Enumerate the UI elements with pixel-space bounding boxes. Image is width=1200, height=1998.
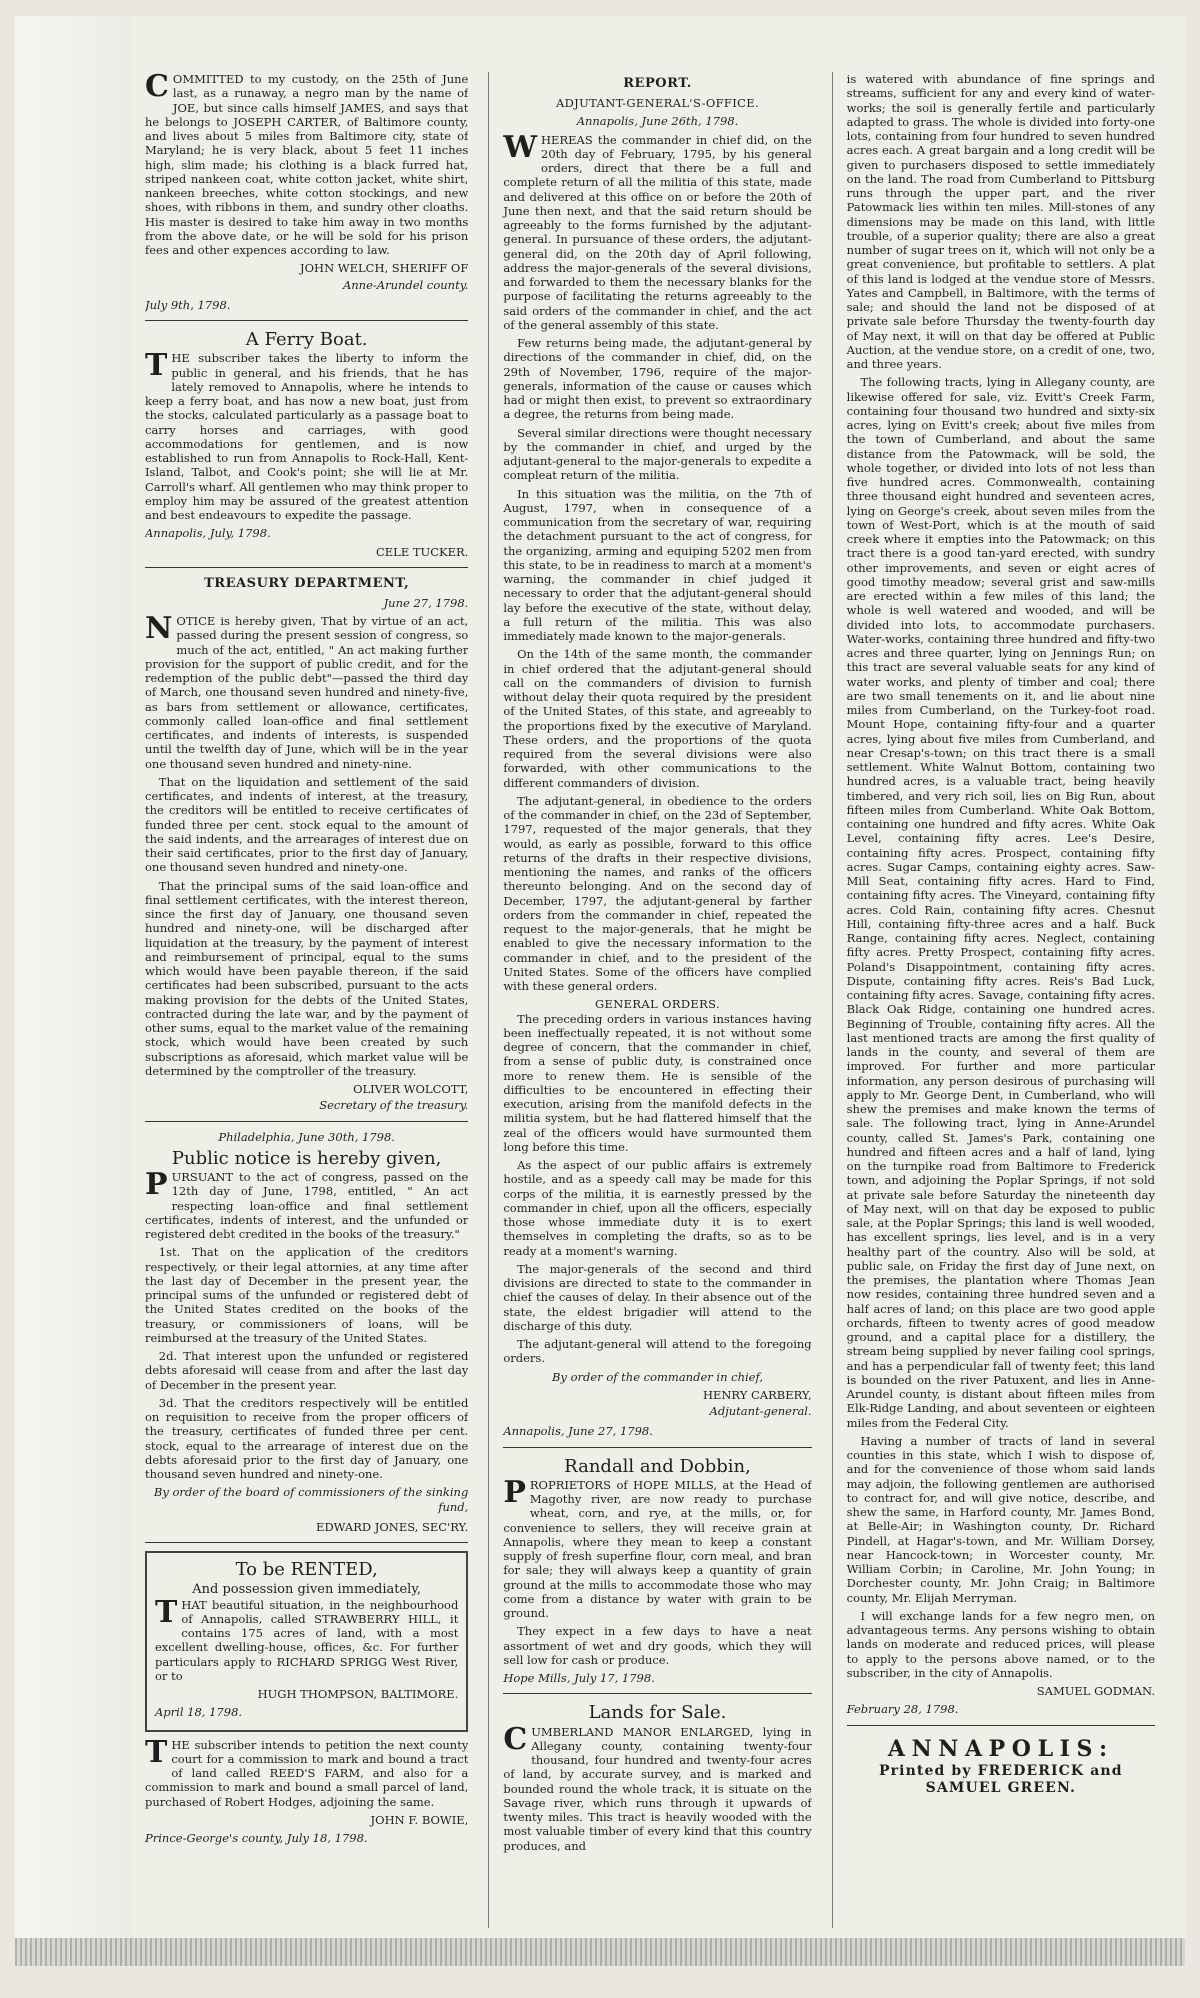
divider: [145, 1121, 468, 1122]
report-paragraph: The preceding orders in various instances having been ineffectually repeated, it is not without some degree of concern, that the commander in chief, from a sense of public duty, is constrained once more to renew them. He is sensible of the difficulties to be encountered in effecting their execution, arising from the manifold defects in the militia system, but he had flattered himself that the zeal of the officers would have surmounted them long before this time.: [503, 1011, 812, 1154]
public-notice-paragraph: 2d. That interest upon the unfunded or registered debts aforesaid will cease from and after the last day of December in the present year.: [145, 1349, 469, 1392]
rented-signer: HUGH THOMPSON, BALTIMORE.: [257, 1687, 459, 1702]
runaway-text: COMMITTED to my custody, on the 25th of June last, as a runaway, a negro man by the name of JOE, but since calls himself JAMES, and says that he belongs to JOSEPH CARTER, of Baltimore county, and lives about 5 miles from Baltimore city, state of Maryland; he is very black, about 5 feet 11 inches high, slim made; his clothing is a black furred hat, striped nankeen coat, white cotton jacket, white shirt, nankeen breeches, white cotton stockings, and new shoes, with ribbons in them, and sundry other cloaths. His master is desired to take him away in two months from the above date, or he will be sold for his prison fees and other expences according to law.: [145, 72, 469, 257]
report-paragraph: Few returns being made, the adjutant-general by directions of the commander in chief, did, on the 29th of November, 1796, require of the major-generals, information of the cause or causes which had or might then exist, to prevent so extraordinary a degree, the returns from being made.: [503, 336, 812, 422]
divider: [503, 1447, 811, 1448]
treasury-title: TREASURY DEPARTMENT,: [204, 575, 410, 591]
report-paragraph: On the 14th of the same month, the commander in chief ordered that the adjutant-general should call on the commanders of division to furnish without delay their quota required by the president of the United States, of this state, and agreeably to the proportions fixed by the executive of Maryland. These orders, and the proportions of the quota required from the several divisions were also forwarded, with other communications to the different commanders of division.: [503, 647, 812, 790]
imprint-city: ANNAPOLIS:: [887, 1735, 1114, 1762]
randall-notice: [503, 1456, 811, 1686]
report-order: By order of the commander in chief,: [551, 1369, 763, 1384]
report-office: ADJUTANT-GENERAL'S-OFFICE.: [555, 96, 760, 111]
rented-title: To be RENTED,: [235, 1559, 378, 1581]
public-notice-paragraph: 1st. That on the application of the creditors respectively, or their legal attornies, at any time after the last day of December in the present year, the principal sums of the unfunded or registered debt of the United States credited on the books of the treasury, or commissioners of loans, will be reimbursed at the treasury of the United States.: [145, 1245, 469, 1345]
lands-date: February 28, 1798.: [846, 1702, 959, 1717]
newspaper-page: [15, 16, 1185, 1966]
report-signer: HENRY CARBERY,: [702, 1387, 812, 1402]
column-middle: [488, 72, 811, 1928]
lands-signer: SAMUEL GODMAN.: [1036, 1684, 1155, 1698]
ferry-text: THE subscriber takes the liberty to inform the public in general, and his friends, that he has lately removed to Annapolis, where he intends to keep a ferry boat, and has now a new boat, just from the stocks, calculated particularly as a passage boat to carry horses and carriages, with good accommodations for gentlemen, and is now established to run from Annapolis to Rock-Hall, Kent-Island, Talbot, and Cook's point; she will lie at Mr. Carroll's wharf. All gentlemen who may think proper to employ him may be assured of the greatest attention and best endeavours to expedite the passage.: [145, 348, 469, 523]
report-paragraph: The adjutant-general will attend to the foregoing orders.: [503, 1337, 812, 1366]
lands-paragraph: Having a number of tracts of land in several counties in this state, which I wish to dispose of, and for the convenience of those whom said lands may adjoin, the following gentlemen are authorised to contract for, and will give notice, describe, and shew the same, in Harford county, Mr. James Bond, at Belle-Air; in Washington county, Dr. Richard Pindell, at Hagar's-town, and Mr. William Dorsey, near Hancock-town; in Worcester county, Mr. William Corbin; in Caroline, Mr. John Young; in Dorchester county, Mr. John Craig; in Baltimore county, Mr. Elijah Merryman.: [846, 1433, 1155, 1605]
lands-paragraph: I will exchange lands for a few negro men, on advantageous terms. Any persons wishing to obtain lands on moderate and reduced prices, will please to apply to the persons above named, or to the subscriber, in the city of Annapolis.: [846, 1608, 1155, 1680]
treasury-signer-title: Secretary of the treasury.: [319, 1098, 469, 1113]
column-left: [145, 72, 468, 1928]
ferry-notice: [145, 329, 468, 559]
divider: [847, 1725, 1155, 1726]
ferry-title: A Ferry Boat.: [245, 329, 368, 350]
divider: [503, 1693, 811, 1694]
bowie-date: Prince-George's county, July 18, 1798.: [145, 1831, 368, 1846]
rented-date: April 18, 1798.: [155, 1705, 243, 1720]
public-notice: [145, 1130, 468, 1535]
column-right: [832, 72, 1155, 1928]
public-notice-order: By order of the board of commissioners of the sinking fund,: [153, 1485, 469, 1514]
report-paragraph: As the aspect of our public affairs is extremely hostile, and as a speedy call may be made for this corps of the militia, it is earnestly pressed by the commander in chief, upon all the officers, especially those whose immediate duty it is to exert themselves in completing the drafts, so as to be ready at a moment's warning.: [503, 1158, 812, 1258]
report-date: Annapolis, June 27, 1798.: [503, 1424, 653, 1439]
printer-imprint: [847, 1736, 1155, 1798]
bowie-text: THE subscriber intends to petition the next county court for a commission to mark and bound a tract of land called REED'S FARM, and also for a commission to mark and bound a small parcel of land, purchased of Robert Hodges, adjoining the same.: [145, 1734, 469, 1809]
report-paragraph: Several similar directions were thought necessary by the commander in chief, and urged by the adjutant-general to the major-generals to expedite a compleat return of the militia.: [503, 425, 812, 483]
lands-paragraph: The following tracts, lying in Allegany county, are likewise offered for sale, viz. Evitt's Creek Farm, containing four thousand two hundred and sixty-six acres, lying on Evitt's creek; about five miles from the town of Cumberland, and about the same distance from the Patowmack, will be sold, the whole together, or divided into lots of not less than five hundred acres. Commonwealth, containing three thousand eight hundred and seventeen acres, lying on George's creek, about seven miles from the town of West-Port, which is at the mouth of said creek where it empties into the Patowmack; on this tract there is a good tan-yard erected, with sundry other improvements, and seven or eight acres of good timothy meadow; several grist and saw-mills are erected within a few miles of this land; the whole is well watered and wooded, and will be divided into lots, to accommodate purchasers. Water-works, containing three hundred and fifty-two acres and three quarter, lying on Jennings Run; on this tract are several valuable seats for any kind of water works, and plenty of timber and coal; there are two small tenements on it, and lie about nine miles from Cumberland, on the Turkey-foot road. Mount Hope, containing fifty-four and a quarter acres, lying about five miles from Cumberland, and near Cresap's-town; on this tract there is a small settlement. White Walnut Bottom, containing two hundred acres, is a valuable tract, being heavily timbered, and very rich soil, lies on Big Run, about fifteen miles from Cumberland. White Oak Bottom, containing one hundred and fifty acres. White Oak Level, containing fifty acres. Lee's Desire, containing fifty acres. Prospect, containing fifty acres. Sugar Camps, containing eighty acres. Saw-Mill Seat, containing fifty acres. Hard to Find, containing fifty acres. The Vineyard, containing fifty acres. Cold Rain, containing fifty acres. Chesnut Hill, containing fifty-three acres and a half. Buck Range, containing fifty acres. Neglect, containing fifty acres. Pretty Prospect, containing fifty acres. Poland's Disappointment, containing fifty acres. Dispute, containing fifty acres. Reis's Bad Luck, containing fifty acres. Savage, containing fifty acres. Black Oak Ridge, containing one hundred acres. Beginning of Trouble, containing fifty acres. All the last mentioned tracts are among the first quality of lands in the county, and several of them are improved. For further and more particular information, any person desirous of purchasing will apply to Mr. George Dent, in Cumberland, who will shew the premises and make known the terms of sale. The following tract, lying in Anne-Arundel county, called St. James's Park, containing one hundred and fifteen acres and a half of land, lying on the turnpike road from Baltimore to Frederick town, and adjoining the Poplar Springs, if not sold at private sale before Saturday the nineteenth day of May next, will on that day be exposed to public sale, at the Poplar Springs; this land is well wooded, has excellent springs, lies level, and is in a very healthy part of the country. Also will be sold, at public sale, on Friday the first day of June next, on the premises, the plantation where Thomas Jean now resides, containing three hundred seven and a half acres of land; on this place are two good apple orchards, fifteen to twenty acres of good meadow ground, and a capital place for a distillery, the stream being supplied by never failing cool springs, and has a perpendicular fall of twenty feet; this land is bounded on the river Patuxent, and lies in Anne-Arundel county, is distant about fifteen miles from Elk-Ridge Landing, and about seventeen or eighteen miles from the Federal City.: [846, 375, 1155, 1430]
lands-continued: [847, 72, 1155, 1717]
treasury-notice: [145, 576, 468, 1113]
public-notice-signer: EDWARD JONES, SEC'RY.: [316, 1519, 469, 1534]
runaway-date: July 9th, 1798.: [145, 297, 231, 312]
public-notice-paragraph: PURSUANT to the act of congress, passed on the 12th day of June, 1798, entitled, " An act respecting loan-office and final settlement certificates, indents of interest, and the unfunded or registered debt credited in the books of the treasury.": [145, 1167, 469, 1242]
public-notice-title: Public notice is hereby given,: [171, 1147, 442, 1169]
general-orders-title: GENERAL ORDERS.: [595, 997, 720, 1012]
randall-date: Hope Mills, July 17, 1798.: [503, 1671, 655, 1686]
treasury-paragraph: NOTICE is hereby given, That by virtue of an act, passed during the present session of congress, so much of the act, entitled, " An act making further provision for the support of public credit, and for the redemption of the public debt"—passed the third day of March, one thousand seven hundred and ninety-five, as bars from settlement or allowance, certificates, commonly called loan-office and final settlement certificates, and indents of interests, is suspended until the twelfth day of June, which will be in the year one thousand seven hundred and ninety-nine.: [145, 611, 469, 771]
bowie-notice: [145, 1734, 469, 1846]
lands-paragraph: is watered with abundance of fine springs and streams, sufficient for any and every kind of water-works; the soil is generally fertile and particularly adapted to grass. The whole is divided into forty-one lots, containing from four hundred to seven hundred acres each. A great bargain and a long credit will be given to purchasers disposed to settle immediately on the land. The road from Cumberland to Pittsburg runs through the upper part, and the river Patowmack lies within ten miles. Mill-stones of any dimensions may be made on this land, with little trouble, of a superior quality; there are also a great number of sugar trees on it, which will not only be a great convenience, but profitable to settlers. A plat of this land is lodged at the vendue store of Messrs. Yates and Campbell, in Baltimore, with the terms of sale; and should the land not be disposed of at private sale before Thursday the twenty-fourth day of May next, it will on that day be offered at Public Auction, at the vendue store, on a credit of one, two, and three years.: [846, 72, 1155, 371]
report-signer-title: Adjutant-general.: [709, 1404, 812, 1419]
treasury-signer: OLIVER WOLCOTT,: [353, 1082, 469, 1097]
report-title: REPORT.: [623, 76, 692, 91]
randall-title: Randall and Dobbin,: [564, 1455, 751, 1477]
treasury-paragraph: That the principal sums of the said loan-office and final settlement certificates, with the interest thereon, since the first day of January, one thousand seven hundred and ninety-one, will be discharged after liquidation at the treasury, by the payment of interest and reimbursement of principal, equal to the sums which would have been payable thereon, if the said certificates had been subscribed, pursuant to the acts making provision for the debts of the United States, contracted during the late war, and by the payment of other sums, equal to the market value of the remaining stock, which would have been created by such subscriptions as aforesaid, which market value will be determined by the comptroller of the treasury.: [145, 878, 469, 1078]
rented-text: THAT beautiful situation, in the neighbourhood of Annapolis, called STRAWBERRY HILL, it contains 175 acres of land, with a most excellent dwelling-house, offices, &c. For further particulars apply to RICHARD SPRIGG West River, or to: [155, 1594, 459, 1683]
bowie-signer: JOHN F. BOWIE,: [370, 1812, 469, 1827]
report-notice: [503, 76, 811, 1439]
lands-title: Lands for Sale.: [588, 1702, 727, 1724]
ferry-date: Annapolis, July, 1798.: [145, 526, 271, 541]
rented-notice: [145, 1551, 468, 1731]
lands-notice: [503, 1702, 811, 1853]
report-paragraph: The major-generals of the second and third divisions are directed to state to the commander in chief the causes of delay. In their absence out of the state, the eldest brigadier will attend to the discharge of this duty.: [503, 1261, 812, 1333]
treasury-paragraph: That on the liquidation and settlement of the said certificates, and indents of interest, at the treasury, the creditors will be entitled to receive certificates of funded three per cent. stock equal to the amount of the said indents, and the arrearages of interest due on their said certificates, prior to the first day of January, one thousand seven hundred and ninety-one.: [145, 774, 469, 875]
public-notice-dateline: Philadelphia, June 30th, 1798.: [218, 1129, 395, 1144]
public-notice-paragraph: 3d. That the creditors respectively will be entitled on requisition to receive from the proper officers of the treasury, certificates of funded three per cent. stock, equal to the arrearage of interest due on the debts aforesaid prior to the first day of January, one thousand seven hundred and ninety-one.: [145, 1395, 469, 1482]
lands-text: CUMBERLAND MANOR ENLARGED, lying in Allegany county, containing twenty-four thousand, four hundred and twenty-four acres of land, by accurate survey, and is marked and bounded round the whole track, it is situate on the Savage river, which runs through it upwards of twenty miles. This tract is heavily wooded with the most valuable timber of every kind that this country produces, and: [503, 1721, 812, 1853]
runaway-notice: [145, 72, 468, 312]
randall-paragraph: They expect in a few days to have a neat assortment of wet and dry goods, which they will sell low for cash or produce.: [503, 1624, 812, 1667]
report-paragraph: In this situation was the militia, on the 7th of August, 1797, when in consequence of a communication from the secretary of war, requiring the detachment pursuant to the act of congress, for the organizing, arming and equiping 5202 men from this state, to be in readiness to march at a moment's warning, the commander in chief judged it necessary to order that the adjutant-general should lay before the executive of the state, without delay, a full return of the militia. This was also immediately made known to the major-generals.: [503, 486, 812, 644]
runaway-signer: JOHN WELCH, SHERIFF OF: [300, 261, 469, 276]
randall-paragraph: PROPRIETORS of HOPE MILLS, at the Head of Magothy river, are now ready to purchase wheat, corn, and rye, at the mills, or, for convenience to sellers, they will receive grain at Annapolis, where they mean to keep a constant supply of fresh superfine flour, corn meal, and bran for sale; they will always keep a quantity of grain ground at the mills to accommodate those who may come from a distance by water with grain to be ground.: [503, 1474, 812, 1621]
divider: [145, 320, 468, 321]
runaway-signer-place: Anne-Arundel county.: [342, 277, 469, 292]
report-dateline: Annapolis, June 26th, 1798.: [576, 114, 739, 129]
divider: [145, 567, 468, 568]
treasury-date: June 27, 1798.: [383, 595, 469, 610]
ferry-signer: CELE TUCKER.: [375, 544, 469, 559]
page-columns: [145, 72, 1155, 1928]
rented-subtitle: And possession given immediately,: [192, 1581, 422, 1597]
imprint-line: Printed by FREDERICK and SAMUEL GREEN.: [879, 1762, 1123, 1797]
report-paragraph: The adjutant-general, in obedience to the orders of the commander in chief, on the 23d of September, 1797, requested of the major generals, that they would, as early as possible, forward to this office returns of the drafts in their respective divisions, mentioning the names, and ranks of the officers thereunto belonging. And on the second day of December, 1797, the adjutant-general by farther orders from the commander in chief, repeated the request to the major-generals, that he might be enabled to give the necessary information to the commander in chief, and to the president of the United States. Some of the officers have complied with these general orders.: [503, 793, 812, 994]
report-paragraph: WHEREAS the commander in chief did, on the 20th day of February, 1795, by his general orders, direct that there be a full and complete return of all the militia of this state, made and delivered at this office on or before the 20th of June then next, and that the said return should be agreeably to the forms furnished by the adjutant-general. In pursuance of these orders, the adjutant-general did, on the 20th day of April following, address the major-generals of the several divisions, and forwarded to them the necessary blanks for the purpose of facilitating the returns agreeably to the said orders of the commander in chief, and the act of the general assembly of this state.: [503, 129, 812, 332]
divider: [145, 1542, 468, 1543]
